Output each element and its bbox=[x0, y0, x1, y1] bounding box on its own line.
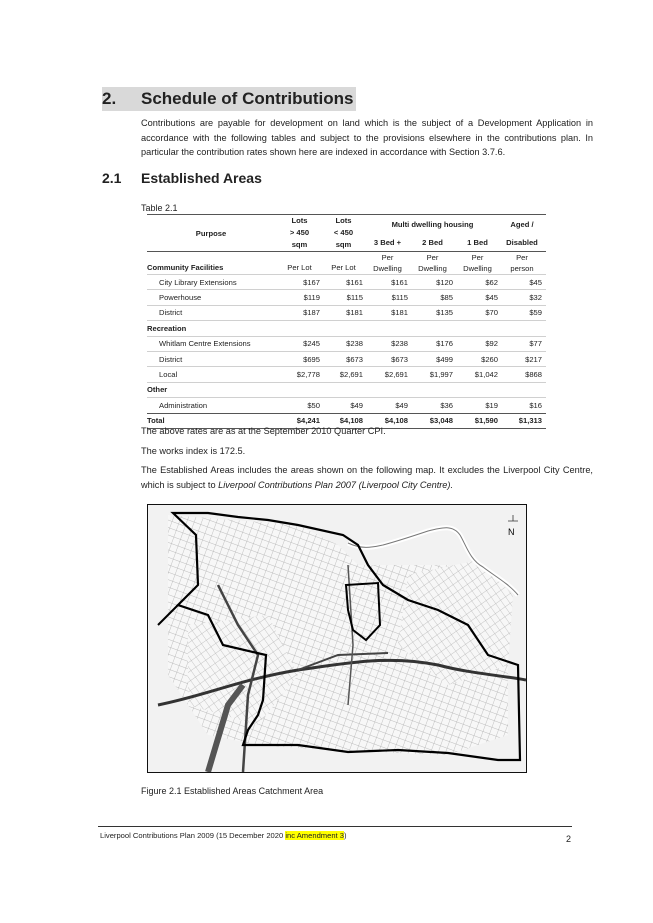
footer bbox=[100, 831, 347, 840]
row-value: $85 bbox=[412, 290, 457, 305]
footer-amendment: inc Amendment 3 bbox=[285, 831, 345, 840]
row-purpose: District bbox=[147, 351, 279, 366]
note-cpi: The above rates are as at the September 2010 Quarter CPI. bbox=[141, 426, 386, 436]
row-value: $77 bbox=[502, 336, 546, 351]
row-value: $50 bbox=[279, 398, 324, 413]
row-value: $1,042 bbox=[457, 367, 502, 382]
row-value: $59 bbox=[502, 305, 546, 320]
category-recreation: Recreation bbox=[147, 321, 546, 336]
row-value: $115 bbox=[324, 290, 367, 305]
row-value: $70 bbox=[457, 305, 502, 320]
row-value: $217 bbox=[502, 351, 546, 366]
note-text: The Established Areas includes the areas shown on the following map. It excludes the Liverpool City Centre, which is subject to bbox=[141, 465, 593, 490]
aged-header: Aged / bbox=[502, 215, 546, 234]
row-value: $868 bbox=[502, 367, 546, 382]
note-established-areas bbox=[141, 463, 593, 492]
disabled-header: Disabled bbox=[506, 237, 538, 247]
unit-1: Per Lot bbox=[287, 263, 312, 272]
row-value: $120 bbox=[412, 275, 457, 290]
unit-2: Per Lot bbox=[331, 263, 356, 272]
row-value: $19 bbox=[457, 398, 502, 413]
units-row bbox=[147, 252, 546, 275]
total-value: $4,241 bbox=[279, 413, 324, 428]
table-row bbox=[147, 336, 546, 351]
category-other: Other bbox=[147, 382, 546, 397]
unit-4: Per Dwelling bbox=[418, 253, 447, 273]
row-value: $119 bbox=[279, 290, 324, 305]
table-row bbox=[147, 290, 546, 305]
lots-lt-header: Lots < 450 sqm bbox=[324, 215, 367, 252]
purpose-header: Purpose bbox=[147, 215, 279, 252]
north-label: N bbox=[508, 527, 515, 537]
other-rows bbox=[147, 398, 546, 413]
table-caption: Table 2.1 bbox=[141, 203, 178, 213]
catchment-map bbox=[147, 504, 527, 773]
subsection-number: 2.1 bbox=[102, 170, 122, 186]
row-value: $49 bbox=[324, 398, 367, 413]
row-purpose: Local bbox=[147, 367, 279, 382]
section-number: 2. bbox=[102, 89, 117, 108]
total-value: $4,108 bbox=[324, 413, 367, 428]
row-value: $673 bbox=[324, 351, 367, 366]
row-value: $673 bbox=[367, 351, 412, 366]
row-value: $2,691 bbox=[324, 367, 367, 382]
table-header-row bbox=[147, 215, 546, 234]
row-purpose: City Library Extensions bbox=[147, 275, 279, 290]
row-value: $176 bbox=[412, 336, 457, 351]
unit-6: Per person bbox=[510, 253, 534, 273]
row-value: $181 bbox=[324, 305, 367, 320]
row-value: $695 bbox=[279, 351, 324, 366]
row-value: $92 bbox=[457, 336, 502, 351]
section-title: Schedule of Contributions bbox=[141, 89, 354, 108]
category-recreation-row bbox=[147, 321, 546, 336]
category-community: Community Facilities bbox=[147, 263, 224, 272]
bed3-header: 3 Bed + bbox=[373, 237, 402, 247]
row-purpose: Administration bbox=[147, 398, 279, 413]
footer-divider bbox=[98, 826, 572, 827]
subsection-heading bbox=[102, 170, 262, 186]
row-value: $245 bbox=[279, 336, 324, 351]
multi-dwelling-header: Multi dwelling housing bbox=[367, 215, 502, 234]
row-purpose: Powerhouse bbox=[147, 290, 279, 305]
footer-text: Liverpool Contributions Plan 2009 (15 December 2020 bbox=[100, 831, 286, 840]
contributions-table bbox=[147, 214, 546, 429]
figure-caption: Figure 2.1 Established Areas Catchment Area bbox=[141, 786, 324, 796]
subsection-title: Established Areas bbox=[141, 170, 262, 186]
row-value: $161 bbox=[367, 275, 412, 290]
note-plan-reference: Liverpool Contributions Plan 2007 (Liverpool City Centre). bbox=[218, 479, 454, 490]
note-works-index: The works index is 172.5. bbox=[141, 446, 246, 456]
row-value: $135 bbox=[412, 305, 457, 320]
row-value: $45 bbox=[457, 290, 502, 305]
row-value: $16 bbox=[502, 398, 546, 413]
row-value: $187 bbox=[279, 305, 324, 320]
row-purpose: Whitlam Centre Extensions bbox=[147, 336, 279, 351]
row-value: $115 bbox=[367, 290, 412, 305]
row-value: $181 bbox=[367, 305, 412, 320]
row-value: $1,997 bbox=[412, 367, 457, 382]
row-value: $62 bbox=[457, 275, 502, 290]
row-value: $32 bbox=[502, 290, 546, 305]
row-value: $2,691 bbox=[367, 367, 412, 382]
total-label: Total bbox=[147, 413, 279, 428]
unit-3: Per Dwelling bbox=[373, 253, 402, 273]
table-row bbox=[147, 305, 546, 320]
bed1-header: 1 Bed bbox=[467, 237, 488, 247]
row-value: $499 bbox=[412, 351, 457, 366]
table-row bbox=[147, 367, 546, 382]
recreation-rows bbox=[147, 336, 546, 382]
row-value: $167 bbox=[279, 275, 324, 290]
row-value: $161 bbox=[324, 275, 367, 290]
row-value: $45 bbox=[502, 275, 546, 290]
row-value: $2,778 bbox=[279, 367, 324, 382]
table-row bbox=[147, 398, 546, 413]
community-rows bbox=[147, 275, 546, 321]
intro-paragraph: Contributions are payable for development on land which is the subject of a Development Application in accordance with the following tables and subject to the provisions elsewhere in the contributions plan. In particular the contribution rates shown here are indexed in accordance with Section 3.7.6. bbox=[141, 118, 593, 158]
row-value: $36 bbox=[412, 398, 457, 413]
page-number: 2 bbox=[566, 834, 572, 844]
footer-close: ) bbox=[344, 831, 347, 840]
row-value: $238 bbox=[367, 336, 412, 351]
total-value: $4,108 bbox=[367, 413, 412, 428]
total-value: $3,048 bbox=[412, 413, 457, 428]
table-row bbox=[147, 351, 546, 366]
table-row bbox=[147, 275, 546, 290]
bed2-header: 2 Bed bbox=[422, 237, 443, 247]
lots-gt-header: Lots > 450 sqm bbox=[279, 215, 324, 252]
total-value: $1,590 bbox=[457, 413, 502, 428]
unit-5: Per Dwelling bbox=[463, 253, 492, 273]
row-value: $260 bbox=[457, 351, 502, 366]
row-value: $49 bbox=[367, 398, 412, 413]
map-graphic bbox=[148, 505, 526, 772]
total-value: $1,313 bbox=[502, 413, 546, 428]
row-purpose: District bbox=[147, 305, 279, 320]
row-value: $238 bbox=[324, 336, 367, 351]
section-heading bbox=[102, 87, 356, 111]
category-other-row bbox=[147, 382, 546, 397]
